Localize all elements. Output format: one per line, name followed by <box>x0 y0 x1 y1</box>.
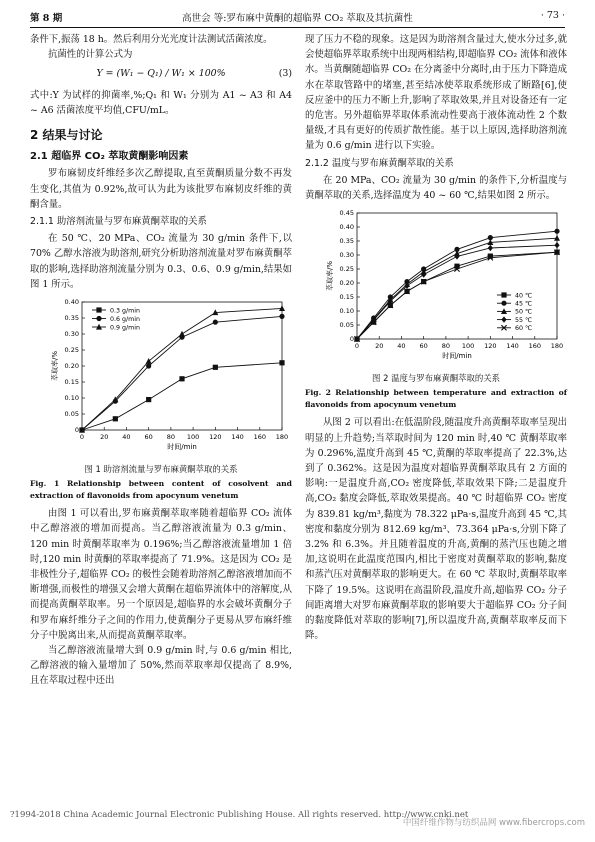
y-tick-label: 0.35 <box>339 237 354 246</box>
data-point <box>96 316 101 321</box>
data-point <box>213 365 218 370</box>
figure-2-caption-cn: 图 2 温度与罗布麻黄酮萃取的关系 <box>372 373 500 384</box>
left-column <box>30 32 292 689</box>
y-tick-label: 0.15 <box>339 293 354 302</box>
y-tick-label: 0.30 <box>64 330 79 339</box>
y-tick-label: 0.20 <box>64 362 79 371</box>
y-tick-label: 0.35 <box>64 314 79 323</box>
legend-label: 0.3 g/min <box>110 307 141 315</box>
copyright-notice: ?1994-2018 China Academic Journal Electronic Publishing House. All rights reserved. http://www.cnki.net <box>10 810 469 820</box>
x-tick-label: 20 <box>375 342 384 351</box>
figure-1-chart <box>30 296 292 456</box>
x-tick-label: 80 <box>166 433 176 442</box>
x-tick-label: 60 <box>144 433 153 442</box>
y-tick-label: 0 <box>349 335 354 344</box>
legend-label: 40 ℃ <box>515 292 533 300</box>
data-point <box>146 358 152 364</box>
data-point <box>113 416 118 421</box>
legend-label: 45 ℃ <box>515 300 533 308</box>
data-point <box>501 301 506 306</box>
watermark: 中国纤维作物与纺织品网 www.fibercrops.com <box>402 818 585 828</box>
x-tick-label: 0 <box>79 433 85 442</box>
y-tick-label: 0.05 <box>64 410 79 419</box>
figure-2-chart <box>305 207 567 365</box>
series-line <box>82 363 282 430</box>
paragraph: 在 50 ℃、20 MPa、CO₂ 流量为 30 g/min 条件下,以 70% 乙醇水溶液为助溶剂,研究分析助溶剂流量对罗布麻黄酮萃取的影响,选择助溶剂流量分别为 0.3、0.6、0.9 g/min,结果如图 1 所示。 <box>30 233 292 290</box>
x-axis-label: 时间/min <box>442 352 472 361</box>
y-tick-label: 0.40 <box>339 223 354 232</box>
y-tick-label: 0.25 <box>339 265 354 274</box>
data-point <box>179 331 185 337</box>
figure-1 <box>30 296 292 502</box>
running-title: 高世会 等:罗布麻中黄酮的超临界 CO₂ 萃取及其抗菌性 <box>182 13 413 24</box>
x-tick-label: 40 <box>397 342 406 351</box>
legend-label: 60 ℃ <box>515 325 533 333</box>
data-point <box>554 242 559 248</box>
y-tick-label: 0.10 <box>339 307 354 316</box>
section-heading: 2 结果与讨论 <box>30 128 103 143</box>
y-axis-label: 萃取率/% <box>326 261 334 292</box>
y-axis-label: 萃取率/% <box>51 351 59 382</box>
paragraph: 式中:Y 为试样的抑菌率,%;Q₁ 和 W₁ 分别为 A1 ~ A3 和 A4 ~ A6 活菌浓度平均值,CFU/mL。 <box>30 89 292 116</box>
data-point <box>146 363 151 368</box>
y-tick-label: 0.20 <box>339 279 354 288</box>
paragraph: 在 20 MPa、CO₂ 流量为 30 g/min 的条件下,分析温度与黄酮萃取的关系,选择温度为 40 ~ 60 ℃,结果如图 2 所示。 <box>305 174 567 202</box>
y-tick-label: 0.05 <box>339 321 354 330</box>
data-point <box>146 397 151 402</box>
figure-1-caption-en: Fig. 1 Relationship between content of cosolvent and extraction of flavonoids from apocynum venetum <box>30 479 292 501</box>
x-tick-label: 20 <box>100 433 109 442</box>
x-tick-label: 60 <box>419 342 428 351</box>
page-header <box>30 10 565 26</box>
x-tick-label: 120 <box>484 342 497 351</box>
data-point <box>554 229 559 234</box>
equation <box>30 66 292 81</box>
equation-number: (3) <box>278 68 292 80</box>
x-tick-label: 140 <box>506 342 519 351</box>
legend-label: 0.6 g/min <box>110 315 141 323</box>
subsection-heading: 2.1 超临界 CO₂ 萃取黄酮影响因素 <box>30 151 189 163</box>
equation-body: Y = (W₁ − Q₁) / W₁ × 100% <box>96 68 226 80</box>
page-footer <box>10 810 585 828</box>
y-tick-label: 0 <box>74 426 79 435</box>
paragraph: 现了压力不稳的现象。这是因为助溶剂含量过大,使水分过多,就会使超临界萃取系统中出现两相结构,即超临界 CO₂ 流体和液体水。当黄酮随超临界 CO₂ 在分离釜中分离时,由于压力下降造成水在萃取管路中的堵塞,甚至结冰使萃取系统形成了断路[6],使反应釜中的压力不断上升,影响了萃取效果,并且对设备还有一定的危害。另外超临界萃取体系流动性要高于液体流动性 2 个数量级,才具有更好的传质扩散性能。基于以上原因,选择助溶剂流量为 0.6 g/min 进行以下实验。 <box>305 34 567 152</box>
subsubsection-heading: 2.1.2 温度与罗布麻黄酮萃取的关系 <box>305 157 454 169</box>
x-tick-label: 180 <box>275 433 289 442</box>
subsubsection-heading: 2.1.1 助溶剂流量与罗布麻黄酮萃取的关系 <box>30 216 207 228</box>
data-point <box>501 293 506 298</box>
x-tick-label: 160 <box>528 342 541 351</box>
legend <box>497 293 532 333</box>
paragraph: 从图 2 可以看出:在低温阶段,随温度升高黄酮萃取率呈现出明显的上升趋势;当萃取时间为 120 min 时,40 ℃ 黄酮萃取率为 0.296%,温度升高到 45 ℃,黄酮的萃取率提高了 22.3%,达到了 0.362%。这是因为温度对超临界黄酮萃取具有 2 方面的影响:一是温度升高,CO₂ 密度降低,萃取效果下降;二是温度升高,CO₂ 黏度会降低,萃取效果提高。40 ℃ 时超临界 CO₂ 密度为 839.81 kg/m³,黏度为 78.322 μPa·s,温度升高到 45 ℃,其密度和黏度分别为 812.69 kg/m³、73.364 μPa·s,分别下降了 3.2% 和 6.3%。并且随着温度的升高,黄酮的蒸汽压也随之增加,这说明在此温度范围内,相比于密度对黄酮萃取的影响,黏度和蒸汽压对黄酮萃取的影响更大。在 60 ℃ 萃取时,黄酮萃取率下降了 19.5%。这说明在高温阶段,温度升高,超临界 CO₂ 分子间距离增大对罗布麻黄酮萃取的影响要大于超临界 CO₂ 分子间的黏度降低对萃取的影响[7],所以温度升高,黄酮萃取率反而下降。 <box>305 417 567 642</box>
paragraph: 由图 1 可以看出,罗布麻黄酮萃取率随着超临界 CO₂ 流体中乙醇溶液的增加而提高。当乙醇溶液流量为 0.3 g/min、120 min 时黄酮萃取率为 0.196%;当乙醇溶液流量增加 1 倍时,120 min 时黄酮的萃取率提高了 71.9%。这是因为 CO₂ 是非极性分子,超临界 CO₂ 的极性会随着助溶剂乙醇溶液增加而不断增强,而极性的增强又会增大黄酮在超临界流体中的溶解度,从而提高黄酮萃取率。另一个原因是,超临界的水会破坏黄酮分子和罗布麻纤维分子之间的作用力,使黄酮分子更易从罗布麻纤维分子中脱离出来,从而提高黄酮萃取率。 <box>30 508 292 641</box>
y-tick-label: 0.15 <box>64 378 79 387</box>
x-tick-label: 0 <box>354 342 360 351</box>
data-point <box>213 320 218 325</box>
data-point <box>501 317 506 323</box>
paragraph: 当乙醇溶液流量增大到 0.9 g/min 时,与 0.6 g/min 相比,乙醇溶液的输入量增加了 50%,然而萃取率却仅提高了 8.9%,且在萃取过程中还出 <box>30 645 292 687</box>
legend-label: 0.9 g/min <box>110 324 141 332</box>
paragraph: 罗布麻韧皮纤维经多次乙醇提取,直至黄酮质量分数不再发生变化,其值为 0.92%,故可认为此为该批罗布麻韧皮纤维的黄酮含量。 <box>30 168 292 210</box>
right-column <box>305 32 567 643</box>
header-rule <box>30 27 565 28</box>
figure-2 <box>305 207 567 411</box>
y-tick-label: 0.25 <box>64 346 79 355</box>
x-tick-label: 160 <box>253 433 266 442</box>
issue-number: 第 8 期 <box>30 13 63 24</box>
legend-label: 50 ℃ <box>515 308 533 316</box>
y-tick-label: 0.30 <box>339 251 354 260</box>
x-tick-label: 40 <box>122 433 131 442</box>
y-tick-label: 0.10 <box>64 394 79 403</box>
y-tick-label: 0.45 <box>339 209 354 218</box>
y-tick-label: 0.40 <box>64 298 79 307</box>
figure-1-caption-cn: 图 1 助溶剂流量与罗布麻黄酮萃取的关系 <box>84 464 238 475</box>
data-point <box>488 245 493 251</box>
paragraph: 条件下,振荡 18 h。然后利用分光光度计法测试活菌浓度。 <box>30 34 273 45</box>
legend <box>92 307 140 331</box>
data-point <box>96 307 101 312</box>
data-point <box>179 376 184 381</box>
x-tick-label: 180 <box>550 342 564 351</box>
x-tick-label: 80 <box>441 342 451 351</box>
paragraph: 抗菌性的计算公式为 <box>48 49 133 61</box>
x-tick-label: 120 <box>209 433 222 442</box>
x-tick-label: 100 <box>186 433 200 442</box>
legend-label: 55 ℃ <box>515 317 533 325</box>
x-tick-label: 140 <box>231 433 244 442</box>
data-point <box>279 314 284 319</box>
data-point <box>279 360 284 365</box>
x-axis-label: 时间/min <box>167 443 197 452</box>
page-number: · 73 · <box>540 10 565 21</box>
figure-2-caption-en: Fig. 2 Relationship between temperature and extraction of flavonoids from apocynum venetum <box>305 388 567 410</box>
x-tick-label: 100 <box>461 342 475 351</box>
